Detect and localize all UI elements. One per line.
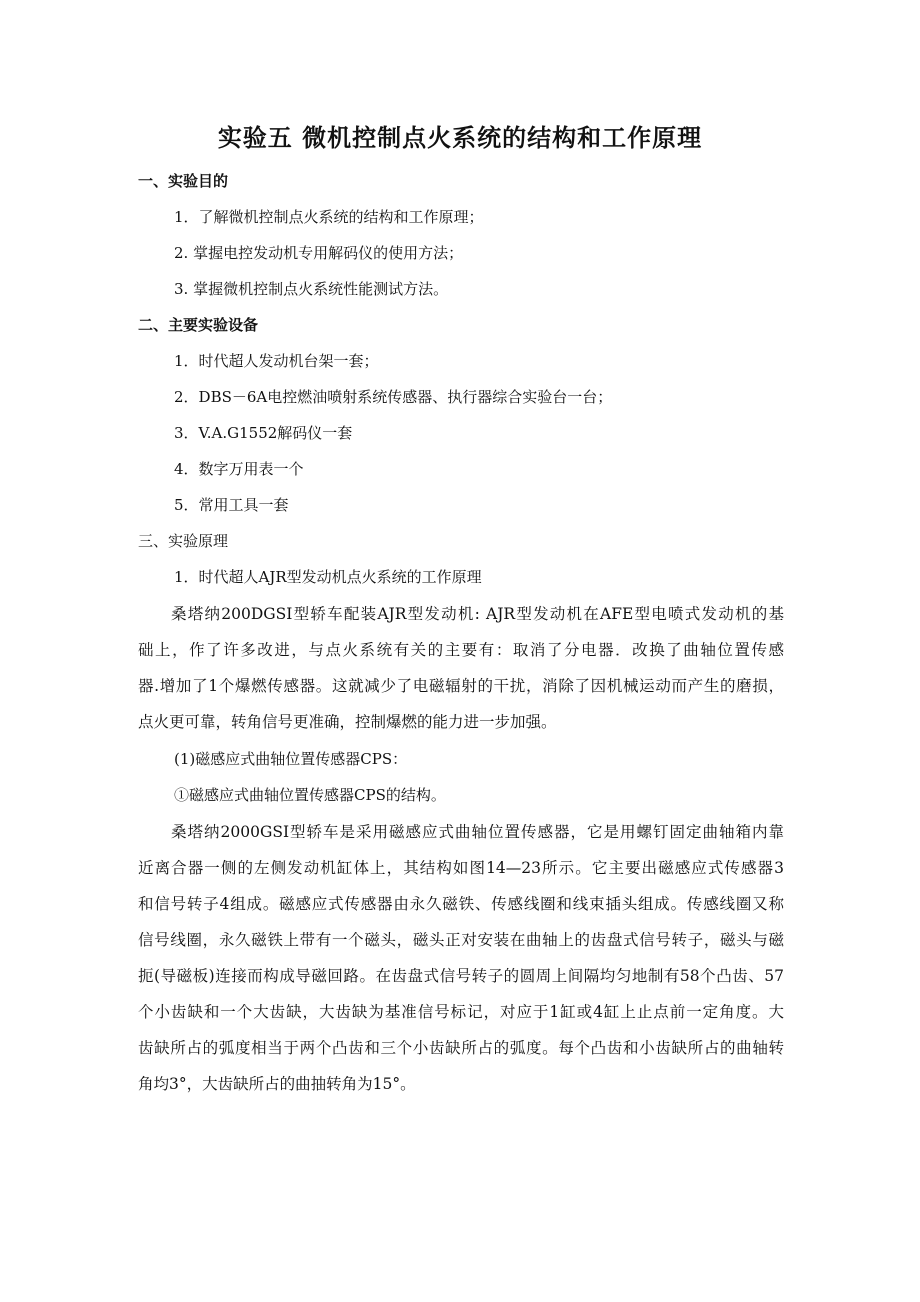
section-heading-equipment: 二、主要实验设备 xyxy=(138,316,259,334)
paragraph-line: 个小齿缺和一个大齿缺，大齿缺为基准信号标记，对应于1缸或4缸上止点前一定角度。大 xyxy=(138,1003,784,1021)
subsection-heading: 1．时代超人AJR型发动机点火系统的工作原理 xyxy=(174,568,482,586)
paragraph-line: 扼(导磁板)连接而构成导磁回路。在齿盘式信号转子的圆周上间隔均匀地制有58个凸齿、57 xyxy=(138,967,784,985)
paragraph-line: 桑塔纳2000GSI型轿车是采用磁感应式曲轴位置传感器，它是用螺钉固定曲轴箱内靠 xyxy=(171,823,784,841)
section-heading-principle: 三、实验原理 xyxy=(138,532,229,550)
paragraph-line: 点火更可靠，转角信号更准确，控制爆燃的能力进一步加强。 xyxy=(138,713,557,731)
list-item: 1．时代超人发动机台架一套； xyxy=(174,352,379,370)
paragraph-line: 器.增加了1个爆燃传感器。这就减少了电磁辐射的干扰，消除了因机械运动而产生的磨损， xyxy=(138,677,784,695)
list-item: 3．V.A.G1552解码仪一套 xyxy=(174,424,353,442)
list-item: 4．数字万用表一个 xyxy=(174,460,304,478)
paragraph-line: 础上，作了许多改进，与点火系统有关的主要有：取消了分电器．改换了曲轴位置传感 xyxy=(138,641,784,659)
paragraph-line: 齿缺所占的弧度相当于两个凸齿和三个小齿缺所占的弧度。每个凸齿和小齿缺所占的曲轴转 xyxy=(138,1039,784,1057)
subsection-heading: (1)磁感应式曲轴位置传感器CPS： xyxy=(174,750,408,768)
section-heading-purpose: 一、实验目的 xyxy=(138,172,229,190)
subsection-heading: ①磁感应式曲轴位置传感器CPS的结构。 xyxy=(174,786,446,804)
list-item: 2. 掌握电控发动机专用解码仪的使用方法； xyxy=(174,244,464,262)
paragraph-line: 角均3°，大齿缺所占的曲抽转角为15°。 xyxy=(138,1075,416,1093)
list-item: 1．了解微机控制点火系统的结构和工作原理； xyxy=(174,208,484,226)
paragraph-line: 近离合器一侧的左侧发动机缸体上，其结构如图14—23所示。它主要出磁感应式传感器3 xyxy=(138,859,784,877)
paragraph-line: 信号线圈，永久磁铁上带有一个磁头，磁头正对安装在曲轴上的齿盘式信号转子，磁头与磁 xyxy=(138,931,784,949)
list-item: 5．常用工具一套 xyxy=(174,496,289,514)
list-item: 3. 掌握微机控制点火系统性能测试方法。 xyxy=(174,280,449,298)
paragraph-line: 和信号转子4组成。磁感应式传感器由永久磁铁、传感线圈和线束插头组成。传感线圈又称 xyxy=(138,895,784,913)
list-item: 2．DBS－6A电控燃油喷射系统传感器、执行器综合实验台一台； xyxy=(174,388,613,406)
document-title: 实验五 微机控制点火系统的结构和工作原理 xyxy=(217,124,703,152)
paragraph-line: 桑塔纳200DGSI型轿车配装AJR型发动机: AJR型发动机在AFE型电喷式发动机的基 xyxy=(171,605,784,623)
